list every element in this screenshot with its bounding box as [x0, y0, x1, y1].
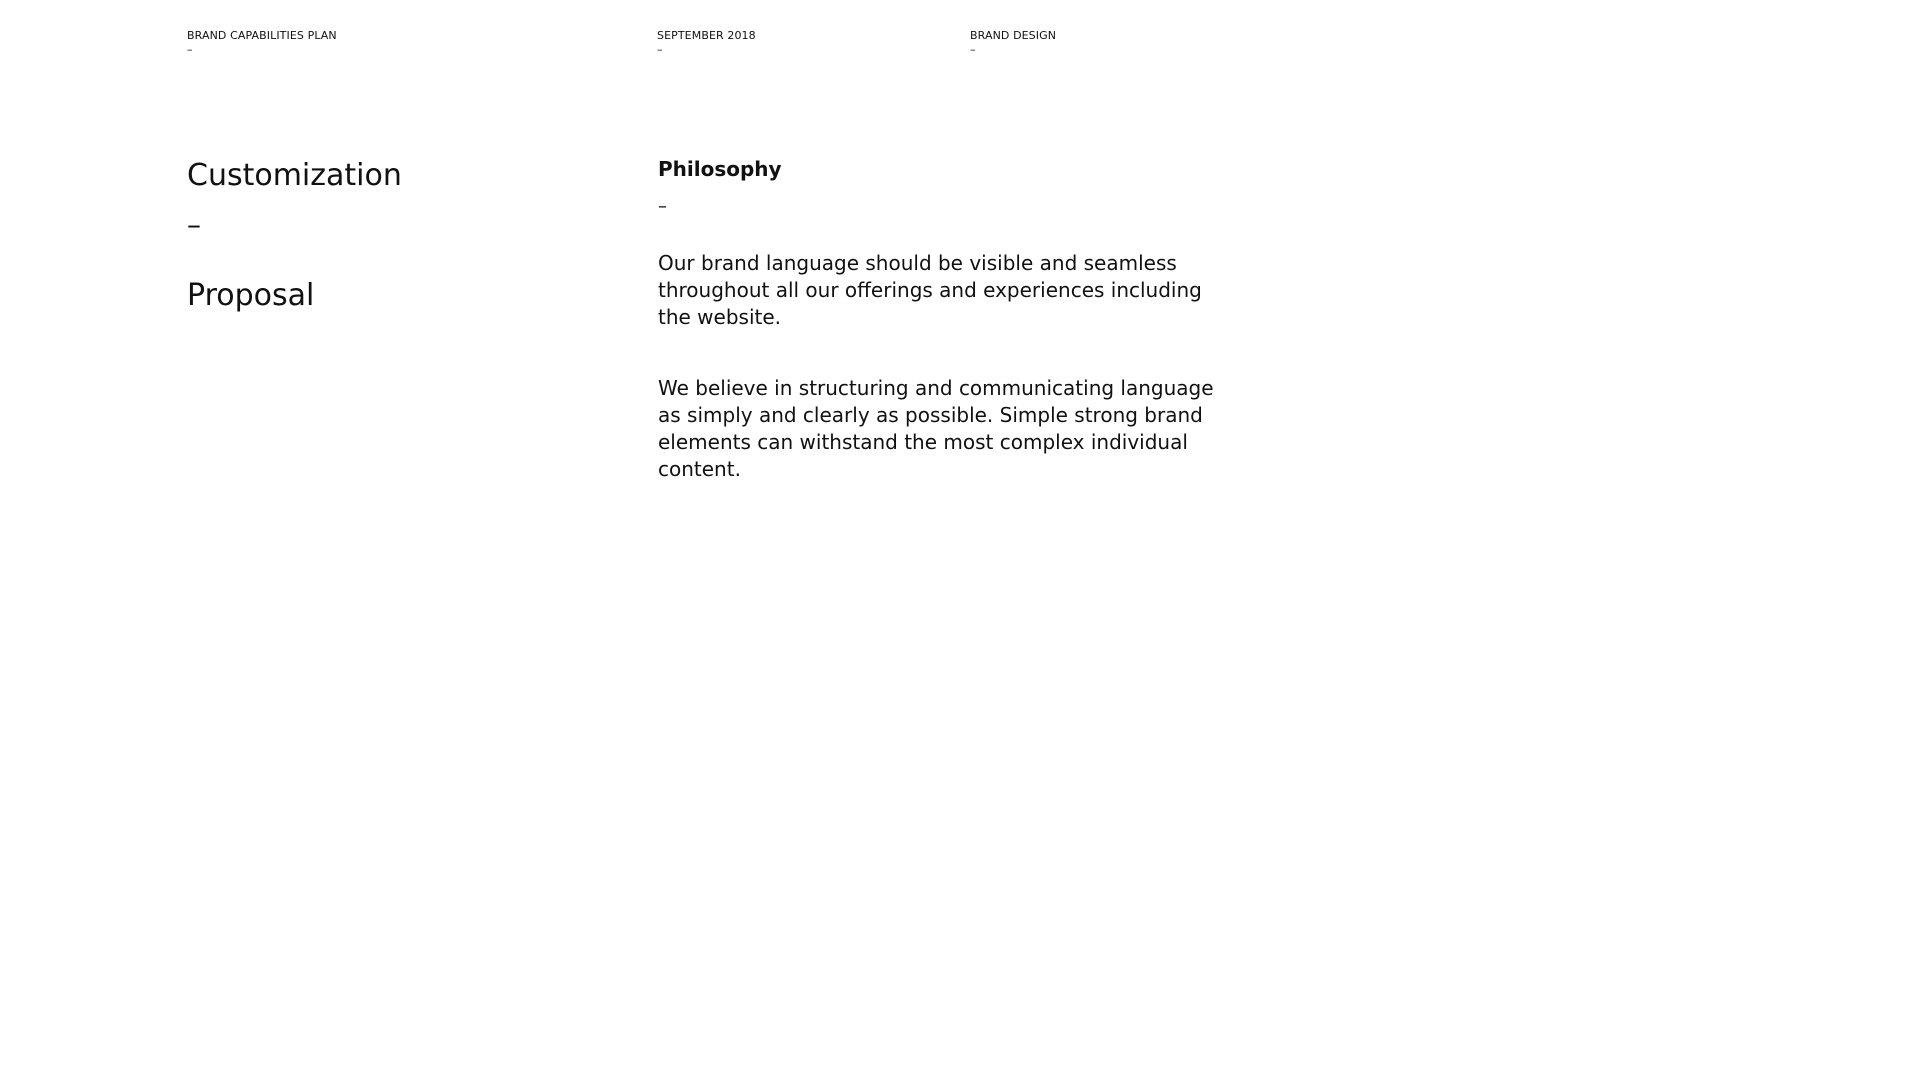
date-dash: – — [657, 43, 663, 56]
philosophy-content — [658, 156, 1218, 483]
philosophy-heading: Philosophy — [658, 157, 782, 181]
section-title: Customization — [187, 158, 402, 193]
plan-text: BRAND CAPABILITIES PLAN — [187, 29, 337, 42]
plan-dash: – — [187, 43, 193, 56]
philosophy-paragraph-1: Our brand language should be visible and seamless throughout all our offerings and experiences including the website. — [658, 251, 1202, 329]
date-text: SEPTEMBER 2018 — [657, 29, 756, 42]
header-date-label — [657, 29, 756, 56]
header-department-label — [970, 29, 1056, 56]
header-plan-label — [187, 29, 337, 56]
department-text: BRAND DESIGN — [970, 29, 1057, 42]
department-dash: – — [970, 43, 976, 56]
philosophy-dash: – — [658, 196, 667, 217]
philosophy-paragraph-2: We believe in structuring and communicating language as simply and clearly as possible. Simple strong brand elements can withstand the most complex individual content. — [658, 376, 1214, 481]
section-title-block — [187, 155, 402, 317]
section-subtitle: Proposal — [187, 278, 315, 313]
section-separator: – — [187, 208, 201, 241]
